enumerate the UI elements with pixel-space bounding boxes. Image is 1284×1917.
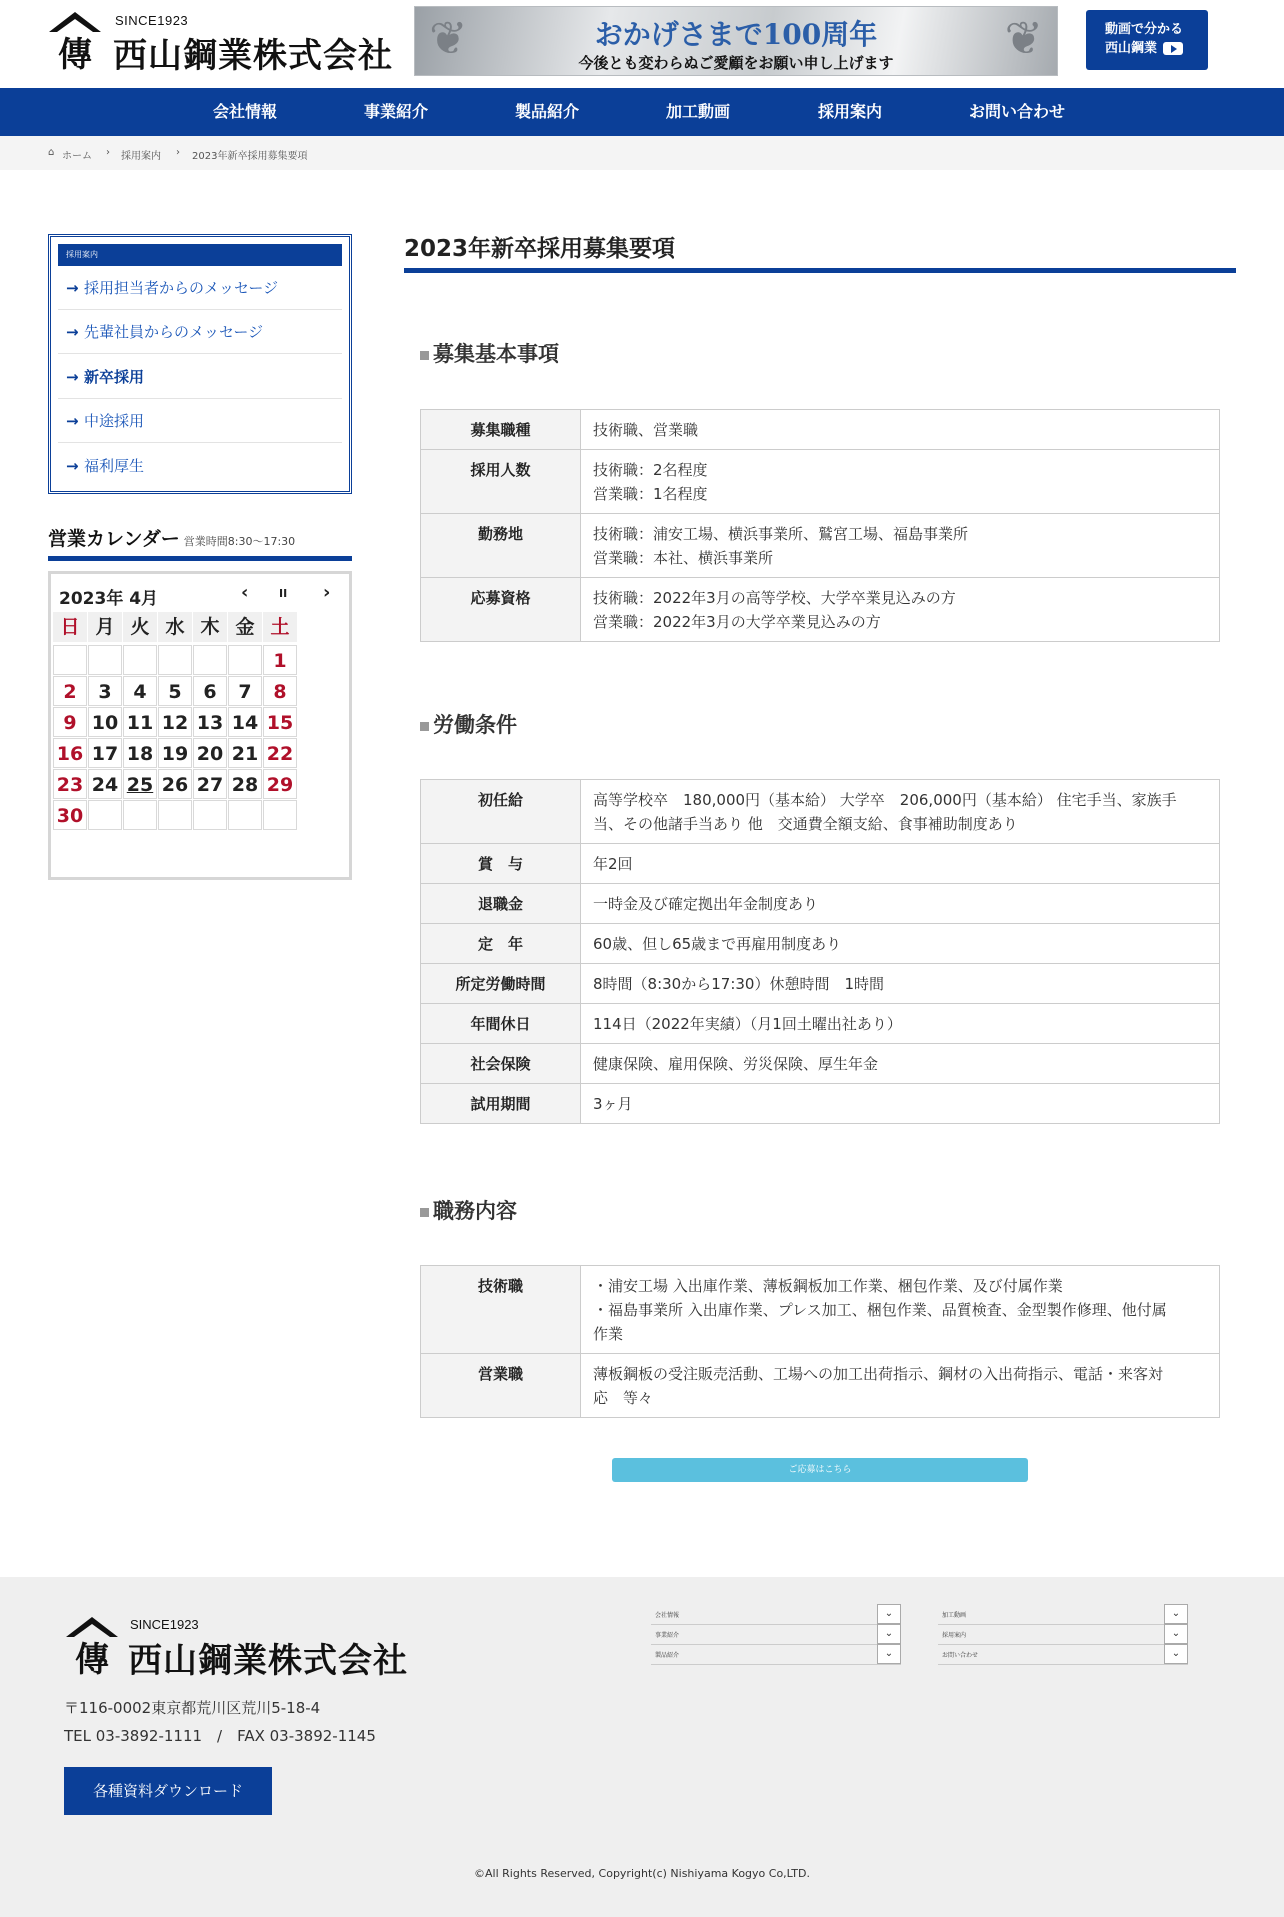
- calendar-day[interactable]: 15: [263, 707, 297, 737]
- calendar-day[interactable]: 23: [53, 769, 87, 799]
- calendar-day[interactable]: 3: [88, 676, 122, 706]
- calendar-weekday: 日: [53, 612, 87, 642]
- calendar-day[interactable]: 16: [53, 738, 87, 768]
- table-row: [421, 1084, 1220, 1124]
- row-label: 定 年: [421, 924, 581, 964]
- row-value-line: 114日（2022年実績）（月1回土曜出社あり）: [593, 1015, 902, 1033]
- calendar-day: [88, 645, 122, 675]
- calendar-prev-button[interactable]: ‹: [241, 582, 249, 603]
- breadcrumb-current: 2023年新卒採用募集要項: [192, 151, 308, 162]
- global-nav: [0, 88, 1284, 136]
- row-value-line: 薄板鋼板の受注販売活動、工場への加工出荷指示、鋼材の入出荷指示、電話・来客対: [593, 1365, 1164, 1383]
- row-label: 営業職: [421, 1354, 581, 1418]
- calendar-day: [53, 645, 87, 675]
- nav-item-business[interactable]: 事業紹介: [364, 102, 429, 121]
- footer-menu-recruit[interactable]: [938, 1625, 1188, 1645]
- row-value: [581, 884, 1220, 924]
- copyright: ©All Rights Reserved, Copyright(c) Nishiyama Kogyo Co,LTD.: [474, 1867, 810, 1880]
- calendar-day[interactable]: 20: [193, 738, 227, 768]
- footer-company-name: 西山鋼業株式会社: [128, 1641, 408, 1681]
- calendar-weekday: 月: [88, 612, 122, 642]
- calendar-day[interactable]: 4: [123, 676, 157, 706]
- row-value-line: 健康保険、雇用保険、労災保険、厚生年金: [593, 1055, 879, 1073]
- calendar-day[interactable]: 12: [158, 707, 192, 737]
- calendar-day[interactable]: 27: [193, 769, 227, 799]
- video-button[interactable]: [1086, 10, 1208, 70]
- footer-menu-business[interactable]: [651, 1625, 901, 1645]
- row-value: [581, 1354, 1220, 1418]
- apply-button[interactable]: ご応募はこちら: [612, 1458, 1028, 1482]
- nav-item-recruit[interactable]: 採用案内: [818, 102, 883, 121]
- side-link-label: 中途採用: [84, 412, 145, 430]
- table-row: [421, 450, 1220, 514]
- company-mark-icon: [47, 10, 103, 70]
- arrow-right-icon: →: [66, 457, 79, 475]
- row-value: [581, 1266, 1220, 1354]
- youtube-icon: [1163, 42, 1183, 55]
- footer-menu-label: お問い合わせ: [942, 1652, 979, 1659]
- company-name: 西山鋼業株式会社: [113, 36, 393, 76]
- chevron-down-icon[interactable]: ⌄: [877, 1604, 901, 1624]
- arrow-right-icon: →: [66, 368, 79, 386]
- row-value-line: 応 等々: [593, 1389, 654, 1407]
- section-heading-basic-requirements: [420, 338, 559, 368]
- section-heading-working-conditions: [420, 709, 517, 739]
- calendar-day[interactable]: 18: [123, 738, 157, 768]
- video-button-line1: 動画で分かる: [1105, 22, 1184, 37]
- section-heading-job-description: [420, 1195, 517, 1225]
- arrow-right-icon: →: [66, 412, 79, 430]
- footer-menu-label: 加工動画: [942, 1612, 967, 1619]
- row-value: [581, 450, 1220, 514]
- row-value-line: ・福島事業所 入出庫作業、プレス加工、梱包作業、品質検査、金型製作修理、他付属: [593, 1301, 1167, 1319]
- calendar-weekday: 水: [158, 612, 192, 642]
- svg-text:傳: 傳: [75, 1640, 109, 1675]
- bullet-square: [420, 1208, 429, 1217]
- since-label: SINCE1923: [115, 13, 189, 28]
- footer-menu-videos[interactable]: [938, 1605, 1188, 1625]
- company-logo[interactable]: [47, 10, 397, 76]
- calendar-day: [193, 645, 227, 675]
- calendar-day[interactable]: 7: [228, 676, 262, 706]
- row-value: [581, 924, 1220, 964]
- calendar-day: [88, 800, 122, 830]
- bullet-square: [420, 351, 429, 360]
- anniversary-banner[interactable]: [414, 6, 1058, 76]
- footer-menu-contact[interactable]: [938, 1645, 1188, 1665]
- side-link-label: 新卒採用: [84, 368, 145, 386]
- row-value-line: ・浦安工場 入出庫作業、薄板鋼板加工作業、梱包作業、及び付属作業: [593, 1277, 1063, 1295]
- side-link-label: 採用担当者からのメッセージ: [84, 279, 279, 297]
- row-label: 勤務地: [421, 514, 581, 578]
- row-label: 募集職種: [421, 410, 581, 450]
- calendar-day[interactable]: 25: [123, 769, 157, 799]
- calendar-day[interactable]: 13: [193, 707, 227, 737]
- table-row: [421, 844, 1220, 884]
- row-value-line: 年2回: [593, 855, 633, 873]
- download-button[interactable]: 各種資料ダウンロード: [64, 1767, 272, 1815]
- calendar-title: [48, 524, 295, 551]
- chevron-down-icon[interactable]: ⌄: [1164, 1604, 1188, 1624]
- side-link-benefits[interactable]: [58, 444, 342, 488]
- section-heading-text: 募集基本事項: [433, 342, 559, 366]
- calendar-day[interactable]: 14: [228, 707, 262, 737]
- spec-table-working-conditions: [420, 779, 1220, 1124]
- row-value: [581, 780, 1220, 844]
- breadcrumb: [0, 136, 1284, 170]
- section-heading-text: 労働条件: [433, 713, 517, 737]
- calendar-day[interactable]: 29: [263, 769, 297, 799]
- calendar-day[interactable]: 19: [158, 738, 192, 768]
- calendar-day: [123, 800, 157, 830]
- calendar-day[interactable]: 17: [88, 738, 122, 768]
- footer-since: SINCE1923: [130, 1617, 199, 1632]
- table-row: [421, 1044, 1220, 1084]
- row-label: 採用人数: [421, 450, 581, 514]
- calendar-day: [228, 800, 262, 830]
- row-value-line: 技術職、営業職: [593, 421, 699, 439]
- arrow-right-icon: →: [66, 323, 79, 341]
- calendar-day[interactable]: 30: [53, 800, 87, 830]
- calendar-day[interactable]: 26: [158, 769, 192, 799]
- table-row: [421, 410, 1220, 450]
- table-row: [421, 1266, 1220, 1354]
- laurel-icon: ❦: [1004, 11, 1043, 65]
- row-label: 退職金: [421, 884, 581, 924]
- calendar-day[interactable]: 9: [53, 707, 87, 737]
- row-value-line: 作業: [593, 1325, 624, 1343]
- row-label: 所定労働時間: [421, 964, 581, 1004]
- calendar-day[interactable]: 28: [228, 769, 262, 799]
- row-value-line: 一時金及び確定拠出年金制度あり: [593, 895, 819, 913]
- row-value-line: 高等学校卒 180,000円（基本給） 大学卒 206,000円（基本給） 住宅手当、家族手: [593, 791, 1177, 809]
- calendar-day[interactable]: 1: [263, 645, 297, 675]
- calendar-day[interactable]: 8: [263, 676, 297, 706]
- row-value-line: 技術職：浦安工場、横浜事業所、鷲宮工場、福島事業所: [593, 525, 969, 543]
- footer-phone: TEL 03-3892-1111 / FAX 03-3892-1145: [64, 1727, 376, 1745]
- footer-menu-company[interactable]: [651, 1605, 901, 1625]
- calendar-weekday: 土: [263, 612, 297, 642]
- nav-item-company[interactable]: 会社情報: [213, 102, 278, 121]
- chevron-right-icon: ›: [176, 147, 180, 158]
- calendar-pause-button[interactable]: II: [279, 587, 288, 600]
- row-value: [581, 578, 1220, 642]
- calendar-month: 2023年 4月: [59, 589, 159, 609]
- side-link-label: 福利厚生: [84, 457, 145, 475]
- row-value-line: 技術職：2022年3月の高等学校、大学卒業見込みの方: [593, 589, 956, 607]
- calendar-title-text: 営業カレンダー: [48, 528, 180, 550]
- calendar-day[interactable]: 22: [263, 738, 297, 768]
- table-row: [421, 964, 1220, 1004]
- row-value: [581, 1004, 1220, 1044]
- bullet-square: [420, 722, 429, 731]
- calendar-day[interactable]: 11: [123, 707, 157, 737]
- table-row: [421, 1354, 1220, 1418]
- row-value: [581, 410, 1220, 450]
- table-row: [421, 1004, 1220, 1044]
- calendar-day: [193, 800, 227, 830]
- row-label: 技術職: [421, 1266, 581, 1354]
- row-value: [581, 1084, 1220, 1124]
- row-value: [581, 1044, 1220, 1084]
- side-link-label: 先輩社員からのメッセージ: [84, 323, 264, 341]
- banner-headline: おかげさまで100周年: [594, 18, 878, 51]
- row-value-line: 60歳、但し65歳まで再雇用制度あり: [593, 935, 842, 953]
- row-value: [581, 514, 1220, 578]
- chevron-right-icon: ›: [106, 147, 110, 158]
- row-label: 社会保険: [421, 1044, 581, 1084]
- table-row: [421, 514, 1220, 578]
- calendar-day[interactable]: 10: [88, 707, 122, 737]
- calendar-day: [158, 645, 192, 675]
- calendar-weekday: 木: [193, 612, 227, 642]
- row-value-line: 営業職：2022年3月の大学卒業見込みの方: [593, 613, 881, 631]
- laurel-icon: ❦: [429, 11, 468, 65]
- row-value-line: 8時間（8:30から17:30）休憩時間 1時間: [593, 975, 884, 993]
- video-button-line2: 西山鋼業: [1105, 41, 1158, 56]
- company-mark-icon: [64, 1615, 120, 1675]
- row-label: 年間休日: [421, 1004, 581, 1044]
- title-underline: [404, 268, 1236, 273]
- row-value: [581, 964, 1220, 1004]
- row-value-line: 3ヶ月: [593, 1095, 633, 1113]
- chevron-down-icon[interactable]: ⌄: [1164, 1644, 1188, 1664]
- row-value-line: 技術職：2名程度: [593, 461, 708, 479]
- table-row: [421, 780, 1220, 844]
- calendar-day: [123, 645, 157, 675]
- calendar-day[interactable]: 5: [158, 676, 192, 706]
- nav-item-contact[interactable]: お問い合わせ: [969, 102, 1066, 121]
- row-value-line: 営業職：1名程度: [593, 485, 708, 503]
- row-label: 応募資格: [421, 578, 581, 642]
- calendar-weekday: 火: [123, 612, 157, 642]
- table-row: [421, 884, 1220, 924]
- calendar-weekday: 金: [228, 612, 262, 642]
- calendar-day[interactable]: 21: [228, 738, 262, 768]
- calendar-next-button[interactable]: ›: [323, 582, 331, 603]
- row-value: [581, 844, 1220, 884]
- side-menu-caption: 採用案内: [58, 244, 342, 266]
- chevron-down-icon[interactable]: ⌄: [1164, 1624, 1188, 1644]
- breadcrumb-recruit[interactable]: 採用案内: [121, 151, 161, 162]
- row-label: 初任給: [421, 780, 581, 844]
- footer-menu-label: 製品紹介: [655, 1652, 680, 1659]
- spec-table-job-description: [420, 1265, 1220, 1418]
- table-row: [421, 924, 1220, 964]
- site-header: [0, 0, 1284, 88]
- chevron-down-icon[interactable]: ⌄: [877, 1644, 901, 1664]
- footer-menu-label: 会社情報: [655, 1612, 680, 1619]
- table-row: [421, 578, 1220, 642]
- breadcrumb-home[interactable]: ホーム: [62, 151, 92, 162]
- footer-menu-products[interactable]: [651, 1645, 901, 1665]
- chevron-down-icon[interactable]: ⌄: [877, 1624, 901, 1644]
- row-label: 試用期間: [421, 1084, 581, 1124]
- calendar-hours: 営業時間8:30〜17:30: [183, 535, 296, 548]
- side-link-mid-career[interactable]: [58, 399, 342, 443]
- row-value-line: 当、その他諸手当あり 他 交通費全額支給、食事補助制度あり: [593, 815, 1018, 833]
- nav-item-videos[interactable]: 加工動画: [666, 102, 731, 121]
- nav-item-products[interactable]: 製品紹介: [515, 102, 580, 121]
- banner-subline: 今後とも変わらぬご愛顧をお願い申し上げます: [578, 54, 894, 72]
- home-icon: ⌂: [48, 147, 55, 158]
- row-value-line: 営業職：本社、横浜事業所: [593, 549, 774, 567]
- svg-text:傳: 傳: [58, 35, 92, 70]
- footer-menu-label: 事業紹介: [655, 1632, 680, 1639]
- footer-address: 〒116-0002東京都荒川区荒川5-18-4: [64, 1699, 321, 1717]
- arrow-right-icon: →: [66, 279, 79, 297]
- site-footer: [0, 1577, 1284, 1917]
- page-title: 2023年新卒採用募集要項: [404, 236, 676, 262]
- calendar-day: [158, 800, 192, 830]
- calendar-day: [263, 800, 297, 830]
- side-link-hr-message[interactable]: [58, 266, 342, 310]
- calendar-day[interactable]: 2: [53, 676, 87, 706]
- calendar-day[interactable]: 6: [193, 676, 227, 706]
- side-link-new-grad[interactable]: [58, 355, 342, 399]
- calendar-divider: [48, 556, 352, 561]
- side-link-senior-message[interactable]: [58, 310, 342, 354]
- row-label: 賞 与: [421, 844, 581, 884]
- section-heading-text: 職務内容: [433, 1199, 517, 1223]
- spec-table-basic-requirements: [420, 409, 1220, 642]
- footer-menu-label: 採用案内: [942, 1632, 967, 1639]
- footer-logo[interactable]: [64, 1615, 444, 1681]
- recruit-side-menu: [48, 234, 352, 494]
- business-calendar: [48, 571, 352, 880]
- calendar-day[interactable]: 24: [88, 769, 122, 799]
- calendar-day: [228, 645, 262, 675]
